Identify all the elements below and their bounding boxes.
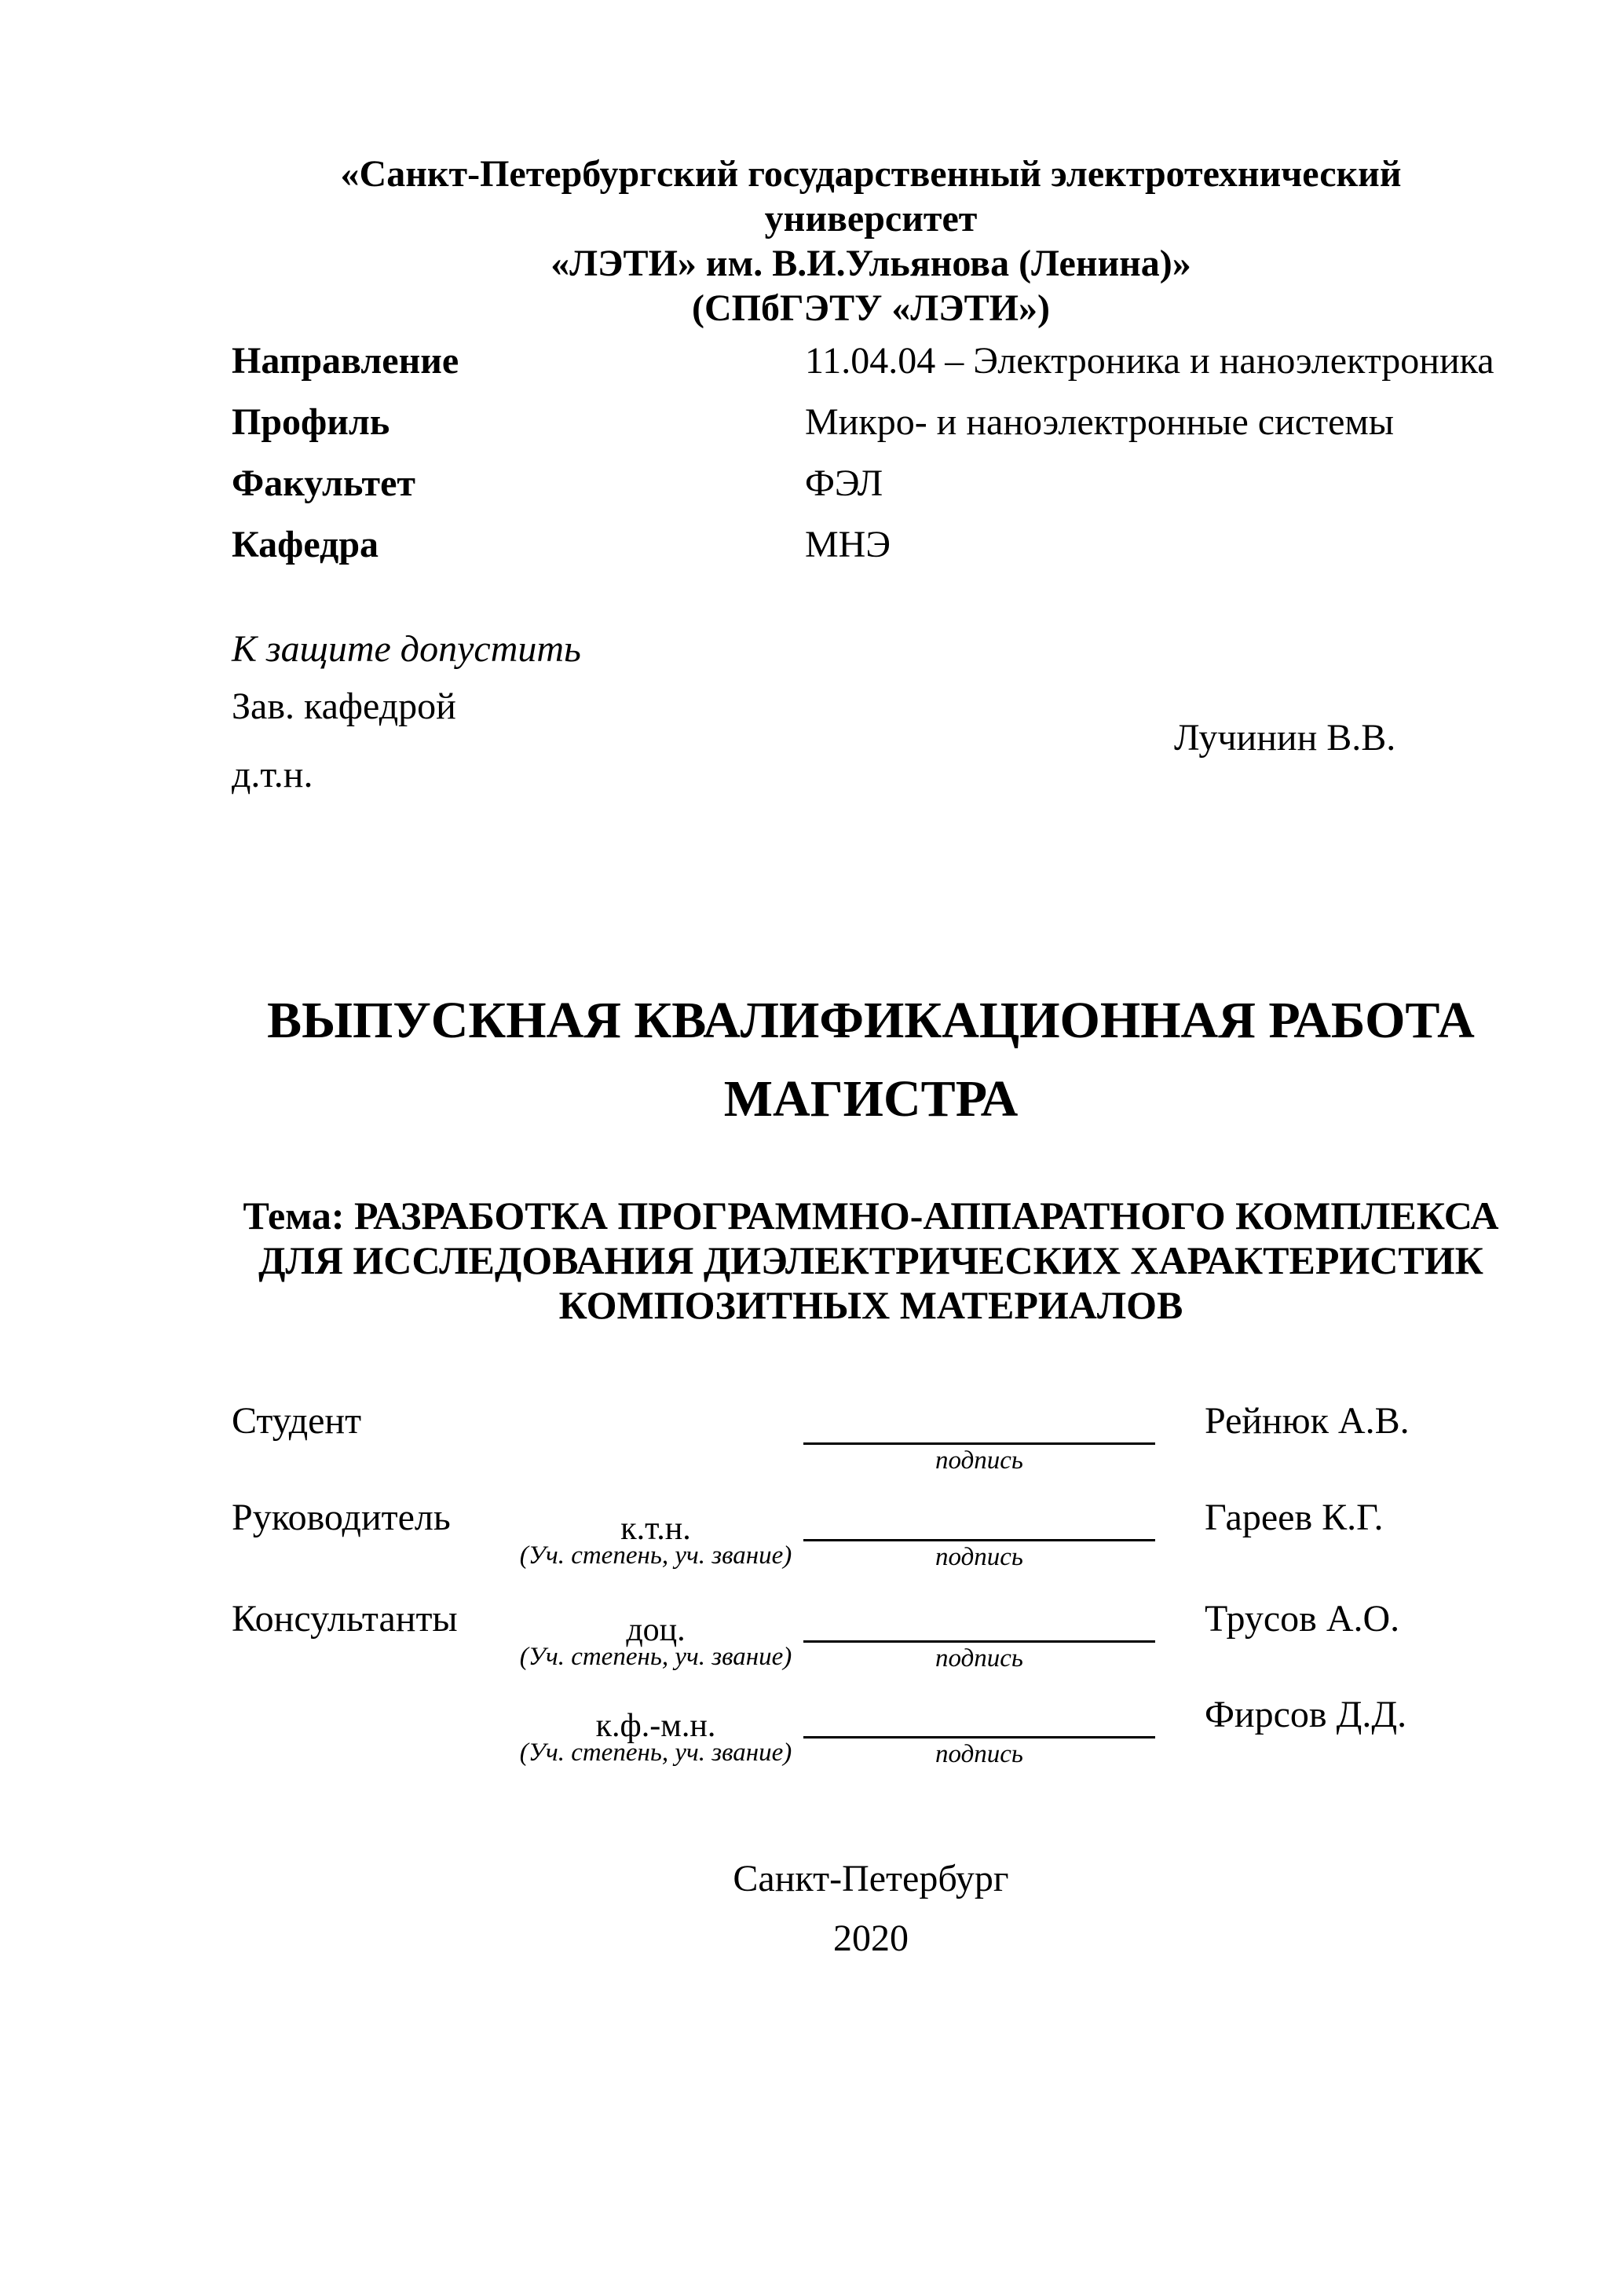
footer-year: 2020 bbox=[833, 1918, 909, 1959]
admit-to-defense-label: К защите допустить bbox=[232, 628, 581, 670]
signature-line bbox=[803, 1442, 1155, 1445]
theme-line3: КОМПОЗИТНЫХ МАТЕРИАЛОВ bbox=[558, 1283, 1183, 1327]
program-info bbox=[232, 342, 1510, 587]
work-title bbox=[232, 989, 1510, 1131]
department-label: Кафедра bbox=[232, 524, 379, 565]
theme-line2: ДЛЯ ИССЛЕДОВАНИЯ ДИЭЛЕКТРИЧЕСКИХ ХАРАКТЕРИСТИК bbox=[258, 1238, 1483, 1282]
theme-line1: Тема: РАЗРАБОТКА ПРОГРАММНО-АППАРАТНОГО КОМПЛЕКСА bbox=[243, 1194, 1499, 1238]
info-row-department bbox=[232, 526, 1510, 564]
thesis-theme bbox=[232, 1194, 1510, 1328]
signature-line bbox=[803, 1539, 1155, 1541]
signature-caption: подпись bbox=[935, 1446, 1023, 1475]
university-abbreviation: (СПбГЭТУ «ЛЭТИ») bbox=[692, 287, 1050, 329]
role-label: Руководитель bbox=[232, 1497, 451, 1538]
work-title-line2: МАГИСТРА bbox=[723, 1070, 1019, 1128]
university-name-line1: «Санкт-Петербургский государственный электротехнический университет bbox=[340, 153, 1402, 239]
profile-label: Профиль bbox=[232, 401, 390, 443]
faculty-label: Факультет bbox=[232, 462, 415, 504]
signee-name: Фирсов Д.Д. bbox=[1205, 1694, 1407, 1735]
degree-note: (Уч. степень, уч. звание) bbox=[519, 1738, 792, 1767]
page-content bbox=[232, 0, 1510, 2296]
info-row-profile bbox=[232, 401, 1510, 443]
faculty-value: ФЭЛ bbox=[805, 462, 883, 504]
footer-city: Санкт-Петербург bbox=[733, 1858, 1009, 1899]
degree-label: к.т.н. bbox=[620, 1511, 691, 1547]
signee-name: Гареев К.Г. bbox=[1205, 1497, 1384, 1538]
work-title-line1: ВЫПУСКНАЯ КВАЛИФИКАЦИОННАЯ РАБОТА bbox=[267, 992, 1475, 1049]
signature-row-student bbox=[232, 1402, 1510, 1493]
degree-label: к.ф.-м.н. bbox=[595, 1708, 716, 1744]
signee-name: Рейнюк А.В. bbox=[1205, 1400, 1410, 1442]
signature-section bbox=[232, 1402, 1510, 1842]
signature-caption: подпись bbox=[935, 1740, 1023, 1768]
signature-row-supervisor bbox=[232, 1499, 1510, 1589]
profile-value: Микро- и наноэлектронные системы bbox=[805, 401, 1394, 443]
degree-label: доц. bbox=[626, 1612, 686, 1648]
university-name-line2: «ЛЭТИ» им. В.И.Ульянова (Ленина)» bbox=[550, 243, 1191, 284]
university-header bbox=[232, 152, 1510, 331]
info-row-faculty bbox=[232, 462, 1510, 504]
degree-note: (Уч. степень, уч. звание) bbox=[519, 1643, 792, 1671]
signature-caption: подпись bbox=[935, 1543, 1023, 1571]
head-of-department-label: Зав. кафедрой bbox=[232, 686, 456, 727]
direction-value: 11.04.04 – Электроника и наноэлектроника bbox=[805, 340, 1494, 382]
degree-note: (Уч. степень, уч. звание) bbox=[519, 1541, 792, 1570]
signature-line bbox=[803, 1736, 1155, 1738]
signee-name: Трусов А.О. bbox=[1205, 1598, 1400, 1640]
department-value: МНЭ bbox=[805, 524, 891, 565]
role-label: Студент bbox=[232, 1400, 362, 1442]
head-degree-label: д.т.н. bbox=[232, 754, 313, 795]
info-row-direction bbox=[232, 342, 1510, 380]
signature-row-consultant-2 bbox=[232, 1696, 1510, 1786]
approval-block bbox=[232, 628, 1510, 795]
direction-label: Направление bbox=[232, 340, 459, 382]
head-of-department-name: Лучинин В.В. bbox=[1174, 717, 1396, 759]
role-label: Консультанты bbox=[232, 1598, 458, 1640]
signature-caption: подпись bbox=[935, 1644, 1023, 1673]
signature-row-consultant-1 bbox=[232, 1600, 1510, 1691]
signature-line bbox=[803, 1640, 1155, 1643]
